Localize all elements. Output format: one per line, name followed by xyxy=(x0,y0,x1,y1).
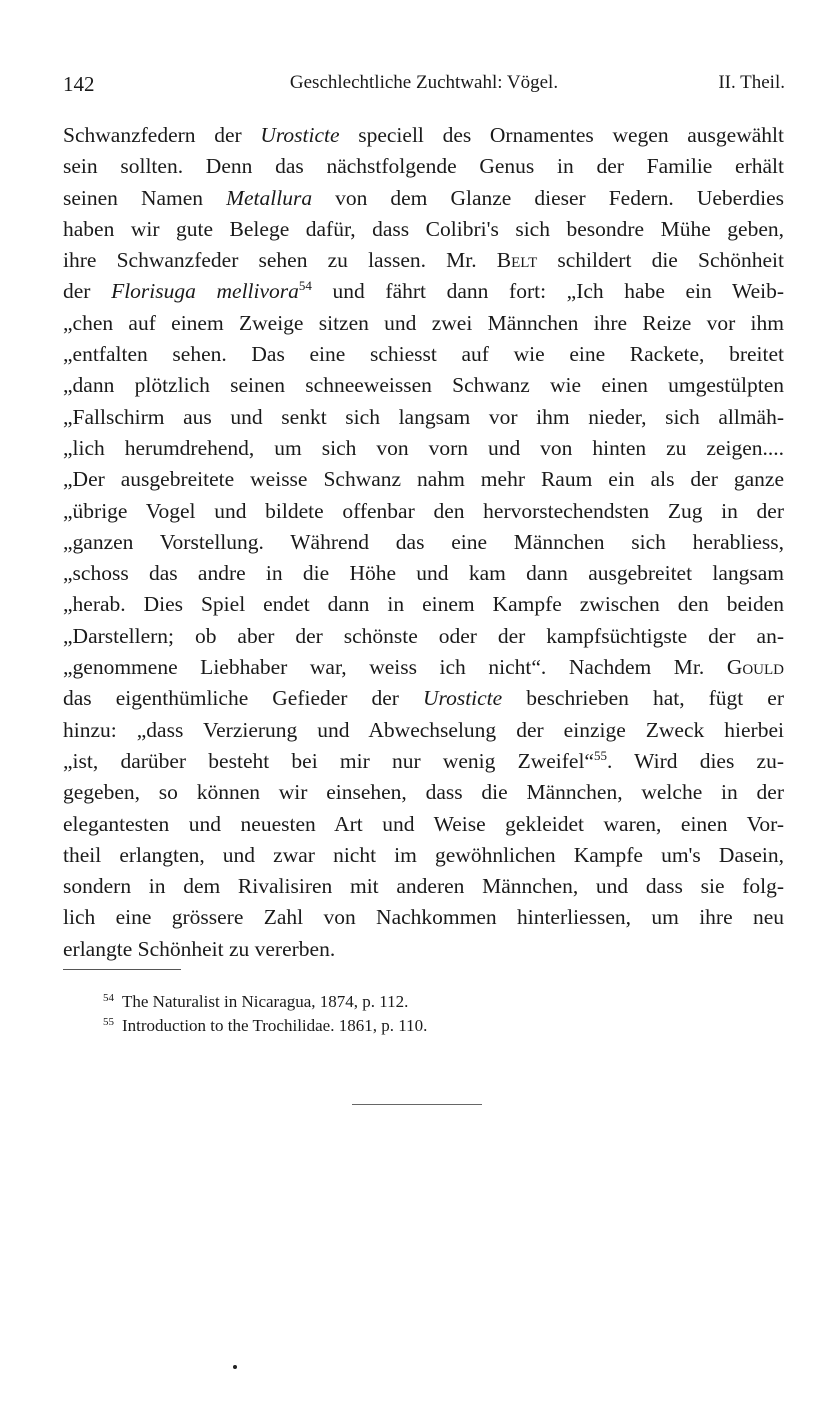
text-line xyxy=(63,840,784,871)
text-run: das eigenthümliche Gefieder der xyxy=(63,686,423,711)
text-line xyxy=(63,683,784,714)
text-line xyxy=(63,809,784,840)
text-run: erlangte Schönheit zu vererben. xyxy=(63,936,336,961)
text-line xyxy=(63,902,784,933)
text-line xyxy=(63,527,784,558)
text-line xyxy=(63,308,784,339)
text-run: sein sollten. Denn das nächstfolgende Genus in der Familie erhält xyxy=(63,154,784,179)
footnotes xyxy=(103,986,427,1034)
text-run: Schwanzfedern der xyxy=(63,123,261,147)
footnote xyxy=(103,986,427,1010)
footnote xyxy=(103,1010,427,1034)
footnote-mark: 55 xyxy=(103,1016,114,1028)
text-line xyxy=(63,558,784,589)
text-line xyxy=(63,715,784,746)
author-name: Gould xyxy=(726,655,784,680)
page-number: 142 xyxy=(63,72,95,96)
text-line xyxy=(63,276,784,307)
text-line xyxy=(63,151,784,182)
text-run: . Wird dies zu- xyxy=(606,748,784,773)
text-line xyxy=(63,183,784,214)
text-line xyxy=(63,433,784,464)
text-line xyxy=(63,120,784,151)
text-line xyxy=(63,934,784,965)
text-line xyxy=(63,370,784,401)
text-run: „Darstellern; ob aber der schönste oder der kampfsüchtigste der an- xyxy=(63,623,784,648)
text-run: „entfalten sehen. Das eine schiesst auf wie eine Rackete, breitet xyxy=(63,342,784,367)
text-line xyxy=(63,871,784,902)
footnote-mark: 54 xyxy=(103,992,114,1004)
text-run: „schoss das andre in die Höhe und kam dann ausgebreitet langsam xyxy=(63,561,784,586)
footnote-rule xyxy=(63,969,181,970)
text-line xyxy=(63,214,784,245)
text-line xyxy=(63,746,784,777)
text-run: theil erlangten, und zwar nicht im gewöhnlichen Kampfe um's Dasein, xyxy=(63,842,784,867)
text-line xyxy=(63,245,784,276)
text-run: „herab. Dies Spiel endet dann in einem Kampfe zwischen den beiden xyxy=(63,592,784,617)
text-run: speciell des Ornamentes wegen ausgewählt xyxy=(339,123,784,147)
italic-term: Metallura xyxy=(226,185,313,210)
text-run: sondern in dem Rivalisiren mit anderen Männchen, und dass sie folg- xyxy=(63,874,784,899)
footnote-ref: 55 xyxy=(593,747,607,763)
text-run: „lich herumdrehend, um sich von vorn und von hinten zu zeigen.... xyxy=(63,435,784,460)
text-line xyxy=(63,777,784,808)
text-line xyxy=(63,589,784,620)
text-run: hinzu: „dass Verzierung und Abwechselung der einzige Zweck hierbei xyxy=(63,717,784,742)
text-line xyxy=(63,496,784,527)
text-run: seinen Namen xyxy=(63,185,227,210)
text-run: „dann plötzlich seinen schneeweissen Schwanz wie einen umgestülpten xyxy=(63,373,784,398)
text-run: gegeben, so können wir einsehen, dass die Männchen, welche in der xyxy=(63,780,784,805)
text-run: „chen auf einem Zweige sitzen und zwei Männchen ihre Reize vor ihm xyxy=(63,310,784,335)
italic-term: Urosticte xyxy=(422,686,503,711)
text-line xyxy=(63,621,784,652)
text-run: schildert die Schönheit xyxy=(537,248,784,273)
text-run: „genommene Liebhaber war, weiss ich nicht“. Nachdem Mr. xyxy=(63,655,727,680)
author-name: Belt xyxy=(496,248,538,273)
text-run: elegantesten und neuesten Art und Weise gekleidet waren, einen Vor- xyxy=(63,811,784,836)
footnote-text: The Naturalist in Nicaragua, 1874, p. 112. xyxy=(122,992,409,1011)
footnote-text: Introduction to the Trochilidae. 1861, p. 110. xyxy=(122,1016,428,1035)
text-run: „übrige Vogel und bildete offenbar den hervorstechendsten Zug in der xyxy=(63,498,784,523)
text-run: haben wir gute Belege dafür, dass Colibri's sich besondre Mühe geben, xyxy=(63,216,784,241)
text-run: „ist, darüber besteht bei mir nur wenig Zweifel“ xyxy=(63,748,594,773)
end-rule xyxy=(352,1104,482,1105)
running-title: Geschlechtliche Zuchtwahl: Vögel. xyxy=(289,72,559,93)
text-run: lich eine grössere Zahl von Nachkommen hinterliessen, um ihre neu xyxy=(63,905,784,930)
text-run: beschrieben hat, fügt er xyxy=(502,686,784,711)
italic-term: Urosticte xyxy=(260,123,340,147)
text-run: „Der ausgebreitete weisse Schwanz nahm mehr Raum ein als der ganze xyxy=(63,467,784,492)
text-line xyxy=(63,402,784,433)
text-run: „Fallschirm aus und senkt sich langsam vor ihm nieder, sich allmäh- xyxy=(63,404,784,429)
text-line xyxy=(63,652,784,683)
text-line xyxy=(63,339,784,370)
running-header xyxy=(63,72,785,102)
text-line xyxy=(63,464,784,495)
text-run: von dem Glanze dieser Federn. Ueberdies xyxy=(312,185,784,210)
text-run: ihre Schwanzfeder sehen zu lassen. Mr. xyxy=(63,248,497,273)
text-run: und fährt dann fort: „Ich habe ein Weib- xyxy=(311,279,784,304)
ink-speck xyxy=(233,1365,237,1369)
body-text xyxy=(63,120,784,965)
footnote-ref: 54 xyxy=(298,278,312,294)
italic-term: Florisuga mellivora xyxy=(111,279,299,304)
part-label: II. Theil. xyxy=(718,72,785,93)
text-run: der xyxy=(63,279,112,304)
text-run: „ganzen Vorstellung. Während das eine Männchen sich herabliess, xyxy=(63,529,784,554)
